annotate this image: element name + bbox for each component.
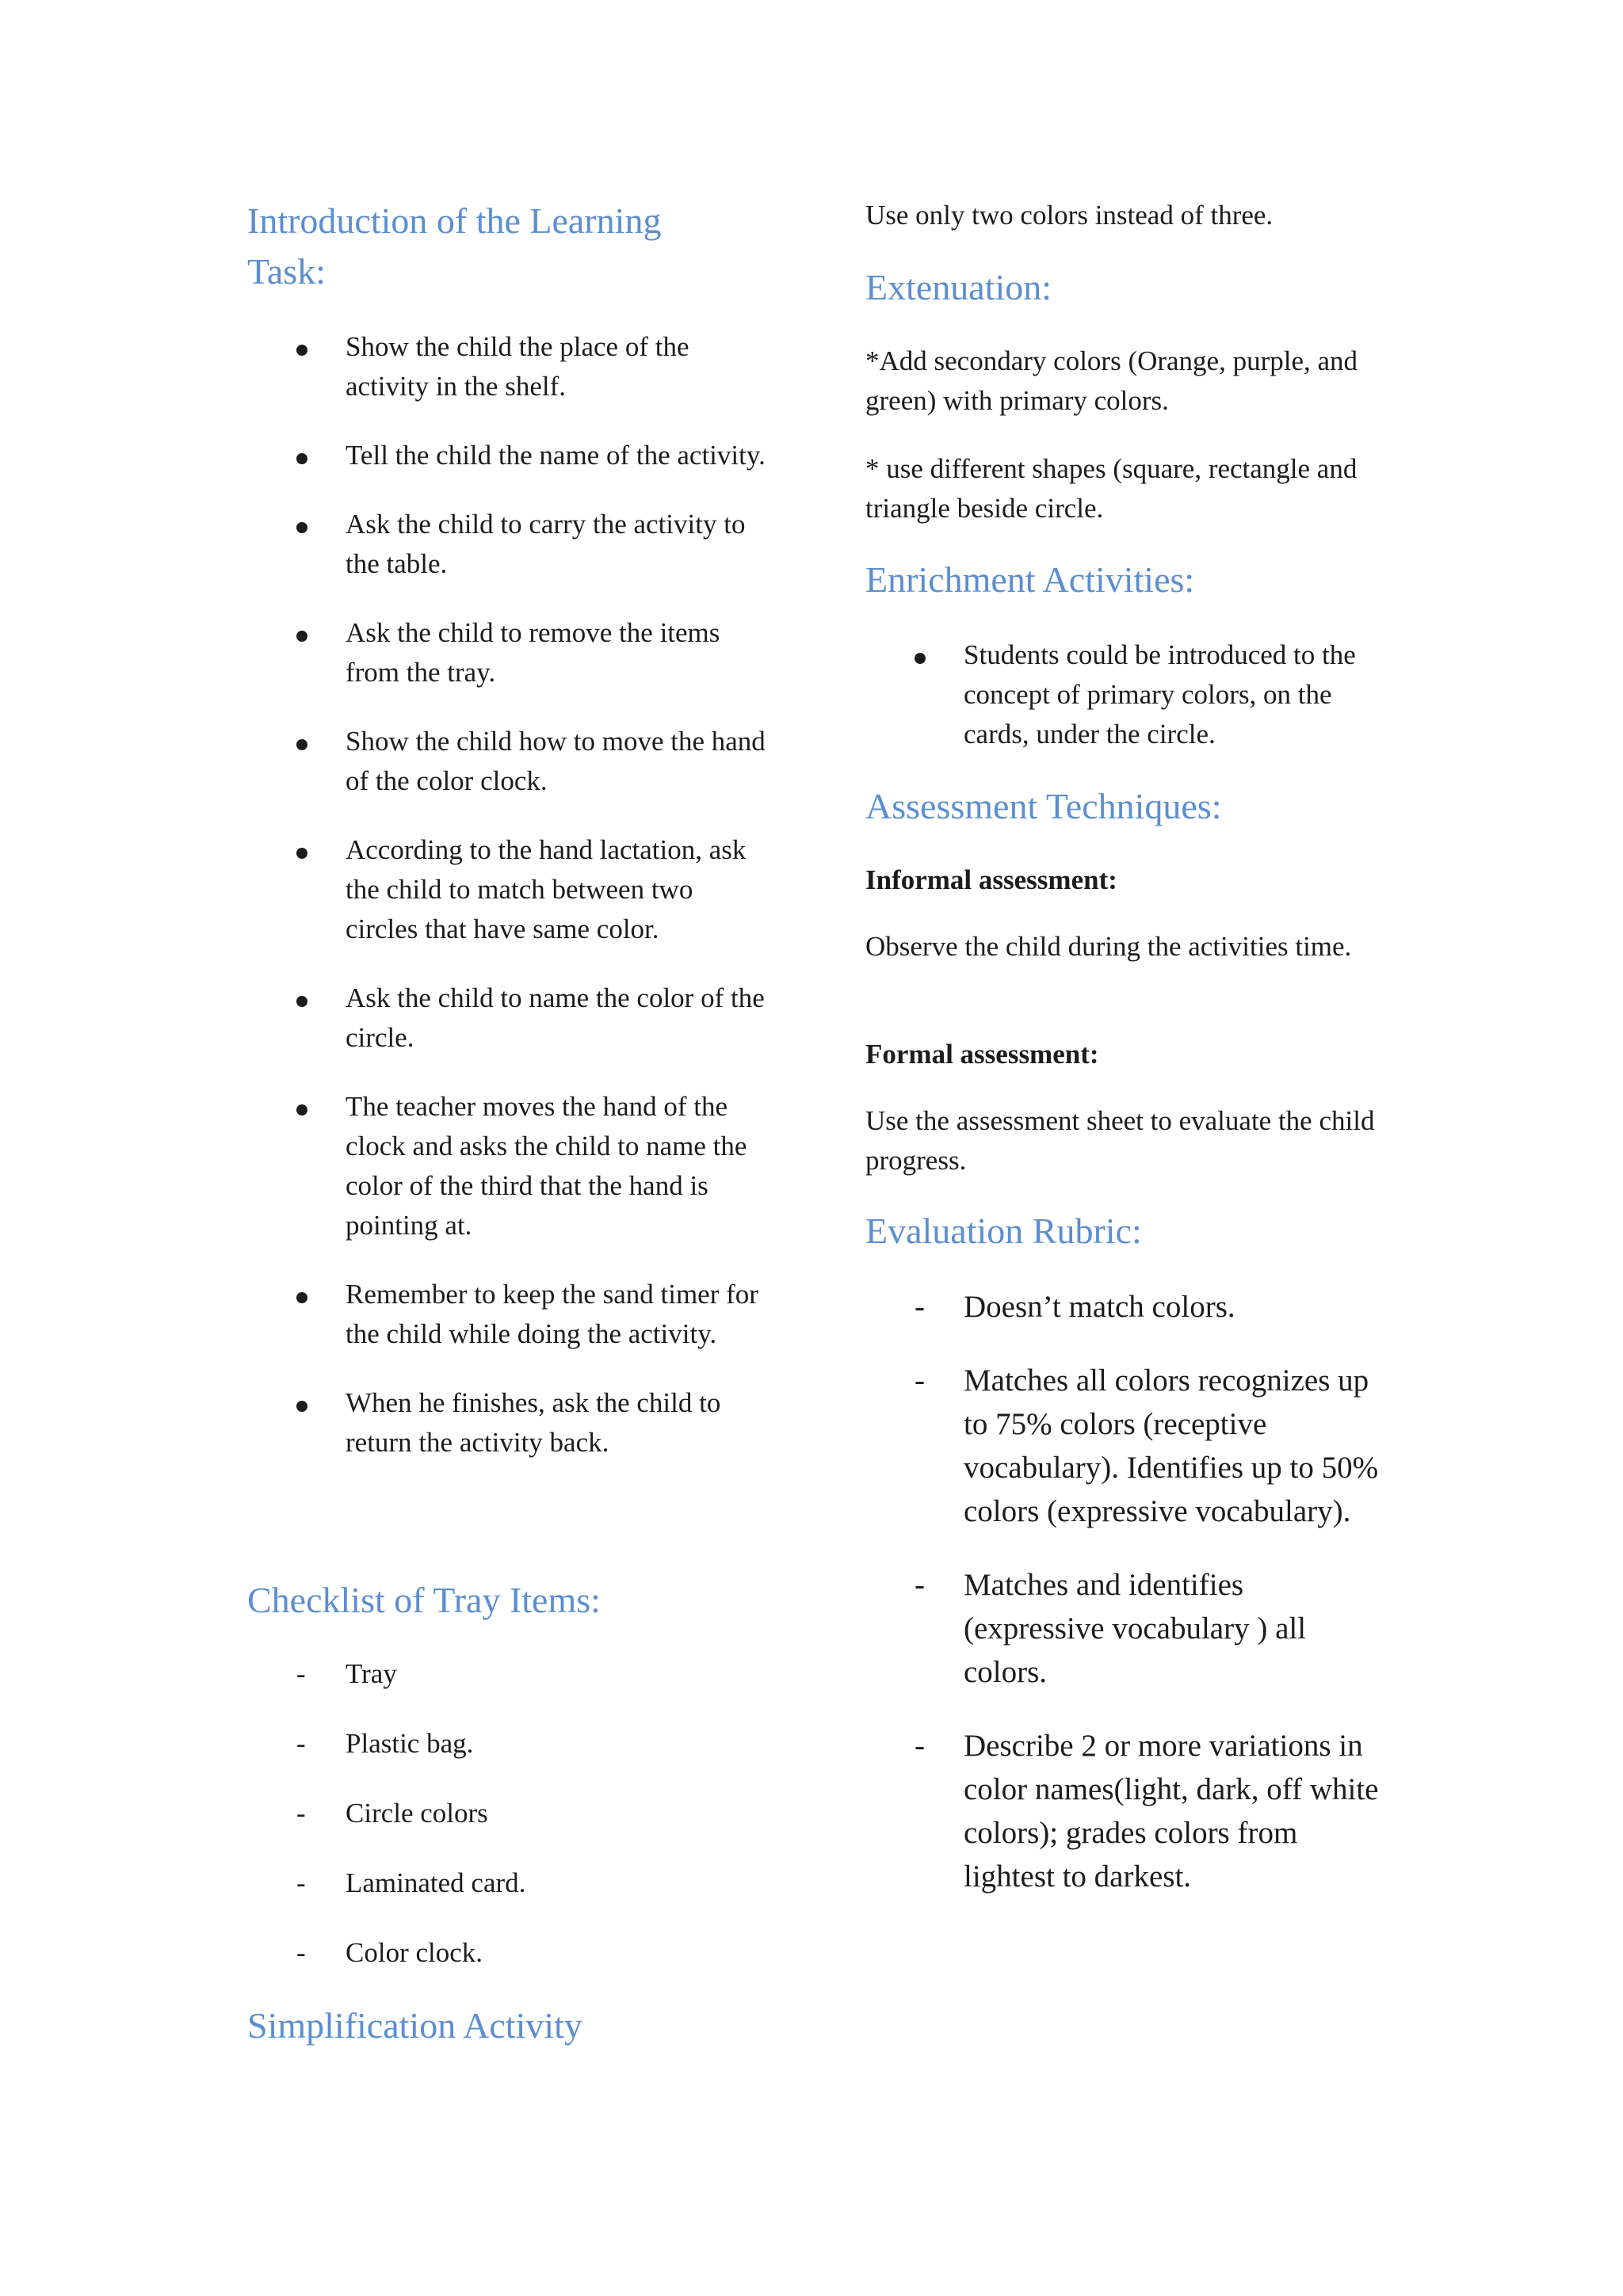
list-item: Ask the child to remove the items from the tray. — [247, 613, 770, 692]
list-item: Ask the child to carry the activity to the table. — [247, 505, 770, 584]
bullet-icon — [296, 1383, 307, 1423]
bullet-icon — [296, 1275, 307, 1314]
extenuation-heading: Extenuation: — [865, 267, 1052, 307]
dash-icon: - — [296, 1937, 306, 1968]
bullet-icon — [296, 830, 307, 870]
list-item: - Matches and identifies (expressive vocabulary ) all colors. — [865, 1563, 1388, 1694]
bullet-icon — [296, 436, 307, 475]
bullet-icon — [296, 1087, 307, 1127]
list-item: When he finishes, ask the child to return the activity back. — [247, 1383, 770, 1463]
list-item: Show the child the place of the activity in the shelf. — [247, 327, 770, 406]
informal-assessment-label: Informal assessment: — [865, 864, 1117, 895]
simplification-text: Use only two colors instead of three. — [865, 200, 1274, 231]
list-item: - Color clock. — [247, 1933, 770, 1973]
intro-bullet-list — [247, 327, 770, 1463]
dash-icon: - — [915, 1729, 925, 1763]
extenuation-paragraph: *Add secondary colors (Orange, purple, and green) with primary colors. — [865, 345, 1358, 416]
bullet-icon — [296, 327, 307, 367]
list-item: According to the hand lactation, ask the child to match between two circles that have same color. — [247, 830, 770, 949]
list-item: Ask the child to name the color of the circle. — [247, 978, 770, 1058]
dash-icon: - — [296, 1867, 306, 1898]
list-item: - Matches all colors recognizes up to 75% colors (receptive vocabulary). Identifies up to 50% colors (expressive vocabulary). — [865, 1359, 1388, 1533]
list-item: Students could be introduced to the concept of primary colors, on the cards, under the circle. — [865, 635, 1388, 754]
enrichment-bullet-list — [865, 635, 1388, 754]
dash-icon: - — [296, 1658, 306, 1689]
enrichment-heading: Enrichment Activities: — [865, 559, 1195, 600]
list-item: Tell the child the name of the activity. — [247, 436, 770, 475]
assessment-heading: Assessment Techniques: — [865, 786, 1222, 826]
checklist-heading: Checklist of Tray Items: — [247, 1580, 601, 1620]
list-item: - Laminated card. — [247, 1863, 770, 1903]
list-item: Remember to keep the sand timer for the child while doing the activity. — [247, 1275, 770, 1354]
formal-assessment-text: Use the assessment sheet to evaluate the child progress. — [865, 1105, 1375, 1176]
rubric-list — [865, 1285, 1388, 1898]
bullet-icon — [296, 722, 307, 761]
dash-icon: - — [915, 1290, 925, 1324]
list-item: The teacher moves the hand of the clock and asks the child to name the color of the third that the hand is pointing at. — [247, 1087, 770, 1245]
dash-icon: - — [915, 1363, 925, 1398]
intro-heading: Introduction of the Learning Task: — [247, 200, 662, 292]
formal-assessment-label: Formal assessment: — [865, 1039, 1099, 1070]
checklist-list — [247, 1654, 770, 1973]
extenuation-paragraph: * use different shapes (square, rectangle and triangle beside circle. — [865, 453, 1358, 524]
rubric-heading: Evaluation Rubric: — [865, 1211, 1142, 1251]
bullet-icon — [296, 613, 307, 653]
dash-icon: - — [915, 1568, 925, 1602]
list-item: - Describe 2 or more variations in color names(light, dark, off white colors); grades colors from lightest to darkest. — [865, 1724, 1388, 1898]
list-item: - Plastic bag. — [247, 1724, 770, 1764]
simplification-heading: Simplification Activity — [247, 2005, 582, 2046]
list-item: Show the child how to move the hand of the color clock. — [247, 722, 770, 801]
dash-icon: - — [296, 1798, 306, 1829]
list-item: - Doesn’t match colors. — [865, 1285, 1388, 1329]
bullet-icon — [296, 505, 307, 544]
bullet-icon — [915, 635, 926, 675]
dash-icon: - — [296, 1728, 306, 1759]
informal-assessment-text: Observe the child during the activities time. — [865, 931, 1352, 962]
bullet-icon — [296, 978, 307, 1018]
list-item: - Circle colors — [247, 1794, 770, 1833]
list-item: - Tray — [247, 1654, 770, 1694]
